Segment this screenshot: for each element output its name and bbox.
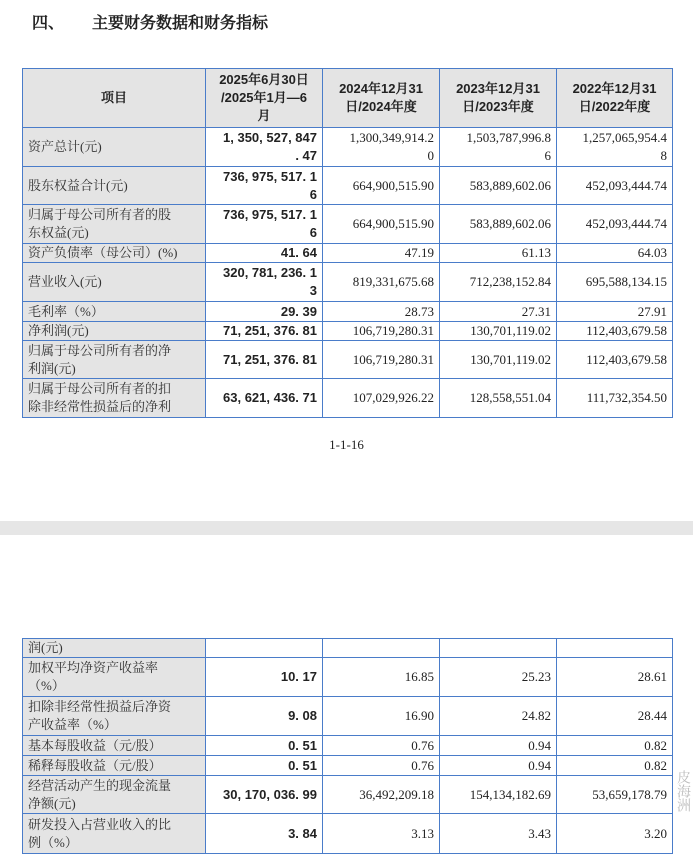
value-2023: 27.31 (440, 302, 557, 322)
value-2025h1: 736, 975, 517. 1 6 (206, 167, 323, 205)
row-label: 营业收入(元) (23, 263, 206, 302)
row-label: 归属于母公司所有者的股 东权益(元) (23, 205, 206, 244)
value-2025h1 (206, 639, 323, 658)
row-label: 润(元) (23, 639, 206, 658)
value-2025h1: 0. 51 (206, 756, 323, 776)
table-row (23, 128, 673, 167)
value-2022: 53,659,178.79 (557, 776, 673, 814)
value-2024: 0.76 (323, 736, 440, 756)
watermark: 皮海洲 (675, 770, 691, 812)
row-label: 经营活动产生的现金流量 净额(元) (23, 776, 206, 814)
value-2024: 0.76 (323, 756, 440, 776)
row-label: 股东权益合计(元) (23, 167, 206, 205)
value-2022: 64.03 (557, 244, 673, 263)
row-label: 毛利率（%） (23, 302, 206, 322)
page-number: 1-1-16 (329, 437, 364, 452)
table-row (23, 697, 673, 736)
value-2022: 112,403,679.58 (557, 322, 673, 341)
value-2022: 112,403,679.58 (557, 341, 673, 379)
value-2022: 695,588,134.15 (557, 263, 673, 302)
value-2023: 128,558,551.04 (440, 379, 557, 418)
header-2022: 2022年12月31 日/2022年度 (557, 69, 673, 128)
financial-table-part2 (22, 638, 673, 854)
value-2023: 0.94 (440, 756, 557, 776)
row-label: 加权平均净资产收益率 （%） (23, 658, 206, 697)
value-2022: 28.44 (557, 697, 673, 736)
page-separator (0, 521, 693, 535)
value-2025h1: 29. 39 (206, 302, 323, 322)
value-2025h1: 30, 170, 036. 99 (206, 776, 323, 814)
value-2025h1: 71, 251, 376. 81 (206, 341, 323, 379)
row-label: 基本每股收益（元/股） (23, 736, 206, 756)
value-2025h1: 9. 08 (206, 697, 323, 736)
value-2024: 1,300,349,914.2 0 (323, 128, 440, 167)
value-2023: 712,238,152.84 (440, 263, 557, 302)
table-row (23, 263, 673, 302)
value-2022: 0.82 (557, 756, 673, 776)
value-2025h1: 1, 350, 527, 847 . 47 (206, 128, 323, 167)
value-2024: 819,331,675.68 (323, 263, 440, 302)
value-2023: 583,889,602.06 (440, 205, 557, 244)
table-row (23, 776, 673, 814)
value-2024: 664,900,515.90 (323, 205, 440, 244)
section-number: 四、 (32, 13, 65, 32)
value-2025h1: 0. 51 (206, 736, 323, 756)
value-2023 (440, 639, 557, 658)
table-row (23, 341, 673, 379)
row-label: 资产负债率（母公司）(%) (23, 244, 206, 263)
value-2023: 154,134,182.69 (440, 776, 557, 814)
value-2022 (557, 639, 673, 658)
table-row (23, 244, 673, 263)
value-2023: 25.23 (440, 658, 557, 697)
section-title: 主要财务数据和财务指标 (92, 13, 269, 32)
table-row (23, 756, 673, 776)
value-2024: 3.13 (323, 814, 440, 854)
value-2022: 3.20 (557, 814, 673, 854)
row-label: 归属于母公司所有者的扣 除非经常性损益后的净利 (23, 379, 206, 418)
value-2025h1: 63, 621, 436. 71 (206, 379, 323, 418)
value-2022: 452,093,444.74 (557, 167, 673, 205)
value-2025h1: 10. 17 (206, 658, 323, 697)
table-row (23, 658, 673, 697)
table-row (23, 379, 673, 418)
value-2024: 28.73 (323, 302, 440, 322)
value-2022: 28.61 (557, 658, 673, 697)
table-row (23, 205, 673, 244)
value-2024: 106,719,280.31 (323, 322, 440, 341)
value-2025h1: 736, 975, 517. 1 6 (206, 205, 323, 244)
value-2023: 1,503,787,996.8 6 (440, 128, 557, 167)
value-2022: 111,732,354.50 (557, 379, 673, 418)
value-2025h1: 3. 84 (206, 814, 323, 854)
row-label: 归属于母公司所有者的净 利润(元) (23, 341, 206, 379)
value-2022: 0.82 (557, 736, 673, 756)
header-2025h1: 2025年6月30日 /2025年1月—6 月 (206, 69, 323, 128)
value-2023: 61.13 (440, 244, 557, 263)
value-2024: 36,492,209.18 (323, 776, 440, 814)
row-label: 研发投入占营业收入的比 例（%） (23, 814, 206, 854)
value-2022: 27.91 (557, 302, 673, 322)
financial-table-part1 (22, 68, 673, 418)
value-2022: 452,093,444.74 (557, 205, 673, 244)
value-2022: 1,257,065,954.4 8 (557, 128, 673, 167)
table-row (23, 322, 673, 341)
value-2023: 24.82 (440, 697, 557, 736)
value-2024: 107,029,926.22 (323, 379, 440, 418)
header-item: 项目 (23, 69, 206, 128)
value-2025h1: 41. 64 (206, 244, 323, 263)
value-2023: 3.43 (440, 814, 557, 854)
value-2024 (323, 639, 440, 658)
table-header-row (23, 69, 673, 128)
value-2024: 16.90 (323, 697, 440, 736)
value-2023: 0.94 (440, 736, 557, 756)
table-row (23, 814, 673, 854)
table-row (23, 302, 673, 322)
value-2024: 47.19 (323, 244, 440, 263)
value-2025h1: 320, 781, 236. 1 3 (206, 263, 323, 302)
table-row (23, 736, 673, 756)
row-label: 净利润(元) (23, 322, 206, 341)
row-label: 扣除非经常性损益后净资 产收益率（%） (23, 697, 206, 736)
value-2023: 583,889,602.06 (440, 167, 557, 205)
value-2025h1: 71, 251, 376. 81 (206, 322, 323, 341)
table-row (23, 639, 673, 658)
row-label: 资产总计(元) (23, 128, 206, 167)
header-2023: 2023年12月31 日/2023年度 (440, 69, 557, 128)
section-heading (32, 10, 268, 33)
value-2024: 16.85 (323, 658, 440, 697)
table-row (23, 167, 673, 205)
row-label: 稀释每股收益（元/股） (23, 756, 206, 776)
value-2023: 130,701,119.02 (440, 341, 557, 379)
value-2024: 664,900,515.90 (323, 167, 440, 205)
value-2024: 106,719,280.31 (323, 341, 440, 379)
header-2024: 2024年12月31 日/2024年度 (323, 69, 440, 128)
value-2023: 130,701,119.02 (440, 322, 557, 341)
